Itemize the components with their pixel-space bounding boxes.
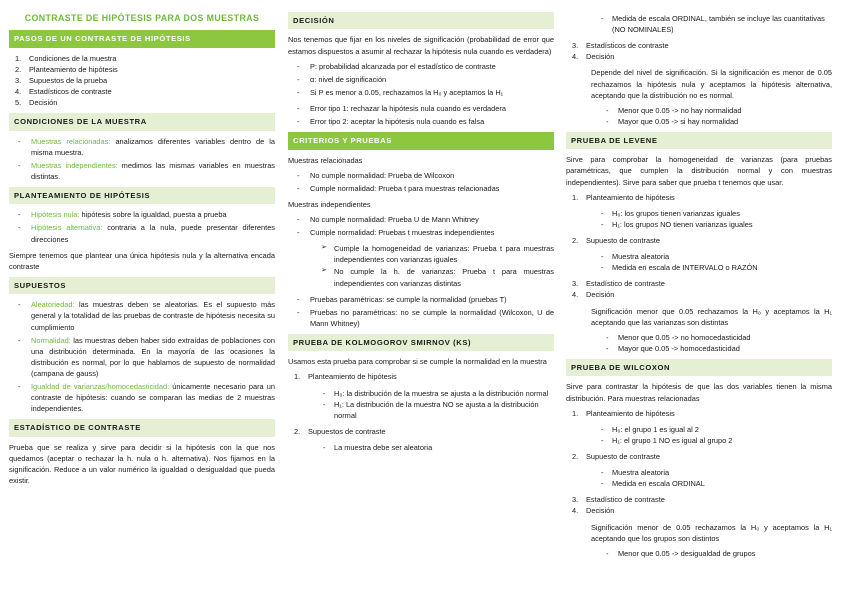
wilcoxon-hipotesis-list [566, 424, 832, 446]
list-item: 4. Estadísticos de contraste [15, 86, 112, 96]
list-item: - Hipótesis nula: hipótesis sobre la igualdad, puesta a prueba [9, 209, 275, 220]
list-item: ➢ No cumple la h. de varianzas: Prueba t para muestras independientes con varianzas distintas [288, 266, 554, 288]
list-item: - Pruebas no paramétricas: no se cumple la normalidad (Wilcoxon, U de Mann Whitney) [288, 307, 554, 329]
levene-steps-3 [566, 278, 832, 300]
list-item: - H₀: el grupo 1 es igual al 2 [566, 424, 832, 435]
wilcoxon-decision-list [566, 548, 832, 559]
relacionadas-label: Muestras relacionadas [288, 155, 363, 165]
page-title: CONTRASTE DE HIPÓTESIS PARA DOS MUESTRAS [24, 13, 260, 23]
list-item: ➢ Cumple la homogeneidad de varianzas: Prueba t para muestras independientes con varianzas iguales [288, 243, 554, 265]
decision-header: DECISIÓN [288, 12, 554, 29]
wilcoxon-header: PRUEBA DE WILCOXON [566, 359, 832, 376]
list-item: 3. Estadístico de contraste [572, 495, 665, 505]
list-item: - H₁: La distribución de la muestra NO se ajusta a la distribución normal [288, 399, 554, 421]
levene-hipotesis-list [566, 208, 832, 230]
wilcoxon-supuestos-list [566, 467, 832, 489]
planteamiento-header: PLANTEAMIENTO DE HIPÓTESIS [9, 187, 275, 204]
list-item: - Medida en escala ORDINAL [566, 478, 832, 489]
list-item: 2. Planteamiento de hipótesis [15, 64, 118, 74]
wilcoxon-decision-text: Significación menor de 0.05 rechazamos la H₀ y aceptamos la H₁ aceptando que los grupos son distintos [591, 522, 832, 543]
list-item: - Mayor que 0.05 -> homocedasticidad [566, 343, 832, 354]
pasos-list [9, 53, 275, 109]
list-item: - Muestra aleatoria [566, 467, 832, 478]
list-item: - No cumple normalidad: Prueba de Wilcoxon [288, 170, 554, 181]
ks-supuestos-list [288, 442, 554, 453]
list-item: - Error tipo 1: rechazar la hipótesis nula cuando es verdadera [288, 103, 554, 114]
planteamiento-note: Siempre tenemos que plantear una única hipótesis nula y la alternativa encada contraste [9, 250, 275, 271]
list-item: - La muestra debe ser aleatoria [288, 442, 554, 453]
list-item: - Medida de escala ORDINAL, también se incluye las cuantitativas (NO NOMINALES) [566, 13, 832, 35]
list-item: - H₁: el grupo 1 NO es igual al grupo 2 [566, 435, 832, 446]
list-item: - P: probabilidad alcanzada por el estadístico de contraste [288, 61, 554, 72]
list-item: - Aleatoriedad: las muestras deben se aleatorias. Es el supuesto más general y la totalidad de las pruebas de contraste de hipótesis necesita su cumplimiento [9, 299, 275, 332]
list-item: 2. Supuestos de contraste [294, 426, 386, 436]
list-item: 3. Estadísticos de contraste [572, 41, 669, 51]
list-item: 1. Condiciones de la muestra [15, 53, 117, 63]
condiciones-list [9, 136, 275, 182]
list-item: - Medida en escala de INTERVALO o RAZÓN [566, 262, 832, 273]
condiciones-header: CONDICIONES DE LA MUESTRA [9, 113, 275, 130]
list-item: 2. Supuesto de contraste [572, 236, 660, 246]
levene-steps-2 [566, 235, 832, 246]
wilcoxon-steps-2 [566, 451, 832, 462]
hipotesis-list [9, 209, 275, 244]
list-item: - Normalidad: las muestras deben haber sido extraídas de poblaciones con una distribución determinada. En la mayoría de las ocasiones la distribución es normal, por lo que hablamos de supuesto de normalidad (campana de gauss) [9, 335, 275, 379]
list-item: - Si P es menor a 0.05, rechazamos la H₀ y aceptamos la H₁ [288, 87, 554, 98]
list-item: 2. Supuesto de contraste [572, 451, 660, 461]
ks-text: Usamos esta prueba para comprobar si se cumple la normalidad en la muestra [288, 357, 547, 367]
list-item: - Hipótesis alternativa: contraria a la nula, puede presentar diferentes direcciones [9, 222, 275, 244]
levene-supuestos-list [566, 251, 832, 273]
levene-decision-text: Significación menor que 0.05 rechazamos la H₀ y aceptamos la H₁ aceptando que las varianzas son distintas [591, 306, 832, 327]
ks-header: PRUEBA DE KOLMOGOROV SMIRNOV (KS) [288, 334, 554, 351]
column-1 [9, 6, 275, 490]
list-item: - Cumple normalidad: Prueba t para muestras relacionadas [288, 183, 554, 194]
estadistico-header: ESTADÍSTICO DE CONTRASTE [9, 419, 275, 436]
wilcoxon-text: Sirve para contrastar la hipótesis de que las dos variables tienen la misma distribución. Para muestras relacionadas [566, 382, 832, 403]
supuestos-header: SUPUESTOS [9, 277, 275, 294]
list-item: - Muestras relacionadas: analizamos diferentes variables dentro de la misma muestra. [9, 136, 275, 158]
list-item: - Menor que 0.05 -> desigualdad de grupos [566, 548, 832, 559]
ks-steps-2 [288, 426, 554, 437]
list-item: - Mayor que 0.05 -> si hay normalidad [566, 116, 832, 127]
wilcoxon-steps-3 [566, 494, 832, 516]
levene-header: PRUEBA DE LEVENE [566, 132, 832, 149]
error-list [288, 103, 554, 127]
ks-hipotesis-list [288, 388, 554, 421]
column-3 [566, 6, 832, 564]
list-item: 4. Decisión [572, 52, 615, 62]
list-item: - Menor que 0.05 -> no hay normalidad [566, 105, 832, 116]
list-item: 1. Planteamiento de hipótesis [294, 372, 397, 382]
independientes-label: Muestras independientes [288, 199, 371, 209]
relacionadas-list [288, 170, 554, 194]
ks-steps [288, 371, 554, 382]
independientes-list [288, 214, 554, 238]
list-item: 1. Planteamiento de hipótesis [572, 408, 675, 418]
column-2 [288, 6, 554, 458]
estadistico-text: Prueba que se realiza y sirve para decidir si la hipótesis con la que nos quedamos (aceptar o rechazar la h. nula o h. alternativa). Nos fijamos en la significación. Reduce a un valor numérico la igualdad o desigualdad que pueda existir. [9, 442, 275, 486]
criterios-header: CRITERIOS Y PRUEBAS [288, 132, 554, 149]
list-item: - Muestras independientes: medimos las mismas variables en muestras distintas. [9, 160, 275, 182]
ks-continuation-list [566, 13, 832, 35]
levene-text: Sirve para comprobar la homogeneidad de varianzas (para pruebas paramétricas, que cumplen la distribución normal y con muestras independientes). Sirve para saber que prueba t tenemos que usar. [566, 155, 832, 187]
list-item: 3. Estadístico de contraste [572, 279, 665, 289]
list-item: - Menor que 0.05 -> no homocedasticidad [566, 332, 832, 343]
parametricas-list [288, 294, 554, 329]
list-item: - Muestra aleatoria [566, 251, 832, 262]
pasos-header: PASOS DE UN CONTRASTE DE HIPÓTESIS [9, 30, 275, 47]
ks-decision-text: Depende del nivel de significación. Si la significación es menor de 0.05 rechazamos la hipótesis nula y aceptamos la hipótesis alternativa, aceptando que la distribución no es normal. [591, 68, 832, 100]
list-item: - Igualdad de varianzas/homocedasticidad: únicamente necesario para un contraste de hipótesis: cuando se comparan las medias de 2 muestras independientes. [9, 381, 275, 414]
decision-list [288, 61, 554, 98]
levene-steps-1 [566, 192, 832, 203]
list-item: 3. Supuestos de la prueba [15, 75, 108, 85]
list-item: 4. Decisión [572, 290, 615, 300]
list-item: - H₀: los grupos tienen varianzas iguales [566, 208, 832, 219]
list-item: 5. Decisión [15, 98, 58, 108]
list-item: - H₀: la distribución de la muestra se ajusta a la distribución normal [288, 388, 554, 399]
wilcoxon-steps-1 [566, 408, 832, 419]
list-item: - Error tipo 2: aceptar la hipótesis nula cuando es falsa [288, 116, 554, 127]
list-item: 4. Decisión [572, 506, 615, 516]
list-item: 1. Planteamiento de hipótesis [572, 192, 675, 202]
list-item: - H₁: los grupos NO tienen varianzas iguales [566, 219, 832, 230]
independientes-sublist [288, 243, 554, 288]
supuestos-list [9, 299, 275, 414]
ks-steps-3 [566, 40, 832, 62]
ks-decision-list [566, 105, 832, 127]
list-item: - Cumple normalidad: Pruebas t muestras independientes [288, 227, 554, 238]
decision-text: Nos tenemos que fijar en los niveles de significación (probabilidad de error que estamos dispuestos a asumir al rechazar la hipótesis nula cuando es verdadera) [288, 35, 554, 56]
list-item: - Pruebas paramétricas: se cumple la normalidad (pruebas T) [288, 294, 554, 305]
list-item: - No cumple normalidad: Prueba U de Mann Whitney [288, 214, 554, 225]
list-item: - α: nivel de significación [288, 74, 554, 85]
levene-decision-list [566, 332, 832, 354]
